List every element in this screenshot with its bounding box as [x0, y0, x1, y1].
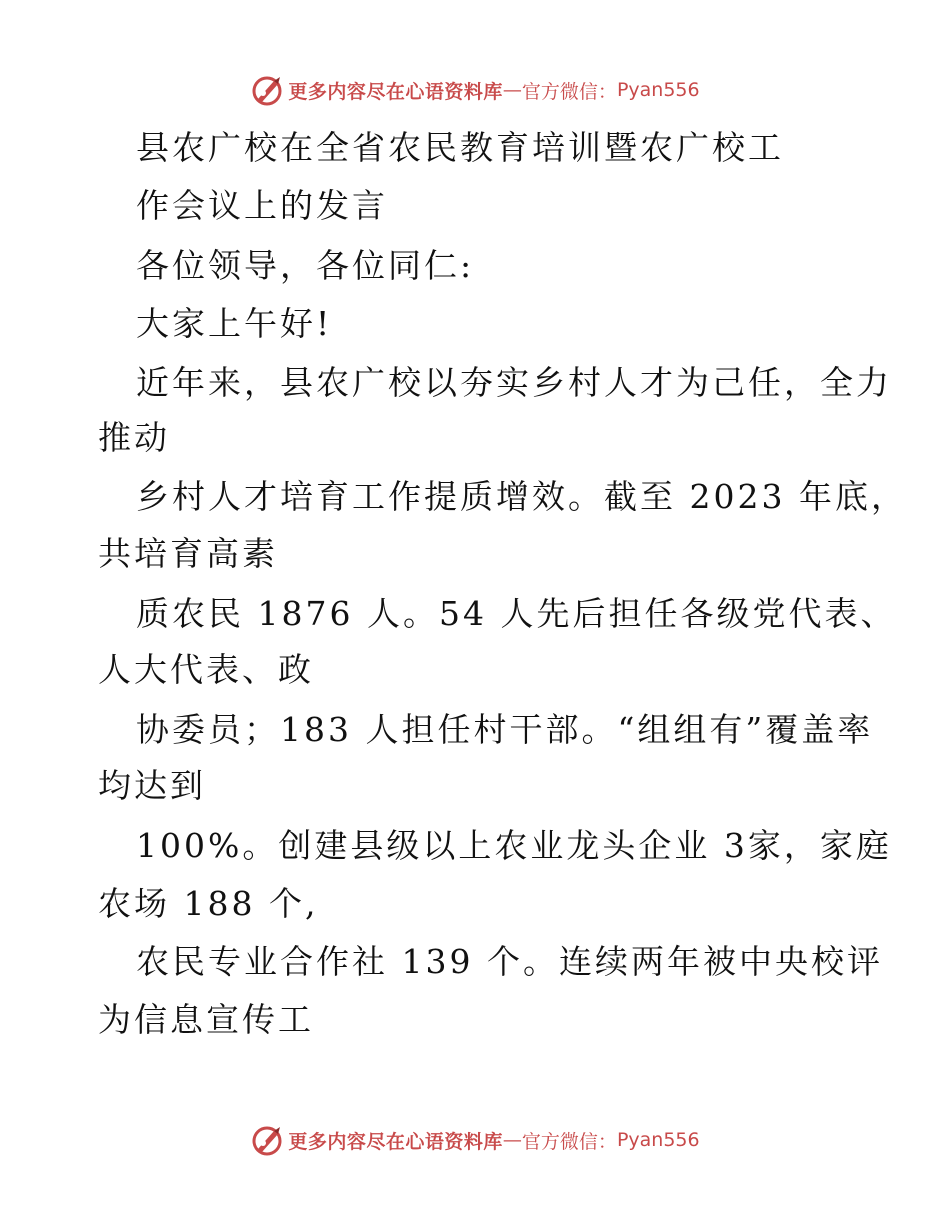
paragraph-line: 均达到 — [98, 766, 206, 805]
paragraph-line: 质农民 1876 人。54 人先后担任各级党代表、 — [136, 594, 897, 633]
watermark-separator: — — [502, 1129, 522, 1151]
paragraph-line: 推动 — [98, 418, 170, 457]
paragraph-line: 协委员；183 人担任村干部。“组组有”覆盖率 — [136, 710, 874, 749]
watermark-separator: — — [502, 79, 522, 101]
watermark-brand-text: 更多内容尽在心语资料库 — [288, 1130, 503, 1153]
paragraph-line: 近年来，县农广校以夯实乡村人才为己任，全力 — [136, 363, 892, 402]
paragraph-line: 农场 188 个, — [98, 884, 319, 923]
title-line-1: 县农广校在全省农民教育培训暨农广校工 — [136, 128, 784, 167]
footer-watermark — [0, 1122, 950, 1158]
quill-pen-seal-icon — [250, 73, 284, 107]
paragraph-line: 乡村人才培育工作提质增效。截至 2023 年底， — [136, 477, 907, 516]
watermark-wechat-id: Pyan556 — [616, 1129, 700, 1151]
watermark-wechat-label: 官方微信： — [521, 80, 617, 103]
greeting: 大家上午好! — [136, 304, 333, 343]
paragraph-line: 人大代表、政 — [98, 650, 314, 689]
watermark-wechat-label: 官方微信： — [521, 1130, 617, 1153]
watermark-wechat-id: Pyan556 — [616, 79, 700, 101]
title-line-2: 作会议上的发言 — [136, 186, 388, 225]
paragraph-line: 为信息宣传工 — [98, 1000, 314, 1039]
paragraph-line: 共培育高素 — [98, 534, 278, 573]
quill-pen-seal-icon — [250, 1123, 284, 1157]
paragraph-line: 农民专业合作社 139 个。连续两年被中央校评 — [136, 942, 883, 981]
watermark-brand-text: 更多内容尽在心语资料库 — [288, 80, 503, 103]
header-watermark — [0, 72, 950, 108]
salutation: 各位领导，各位同仁: — [136, 246, 475, 285]
paragraph-line: 100%。创建县级以上农业龙头企业 3家，家庭 — [136, 826, 892, 865]
